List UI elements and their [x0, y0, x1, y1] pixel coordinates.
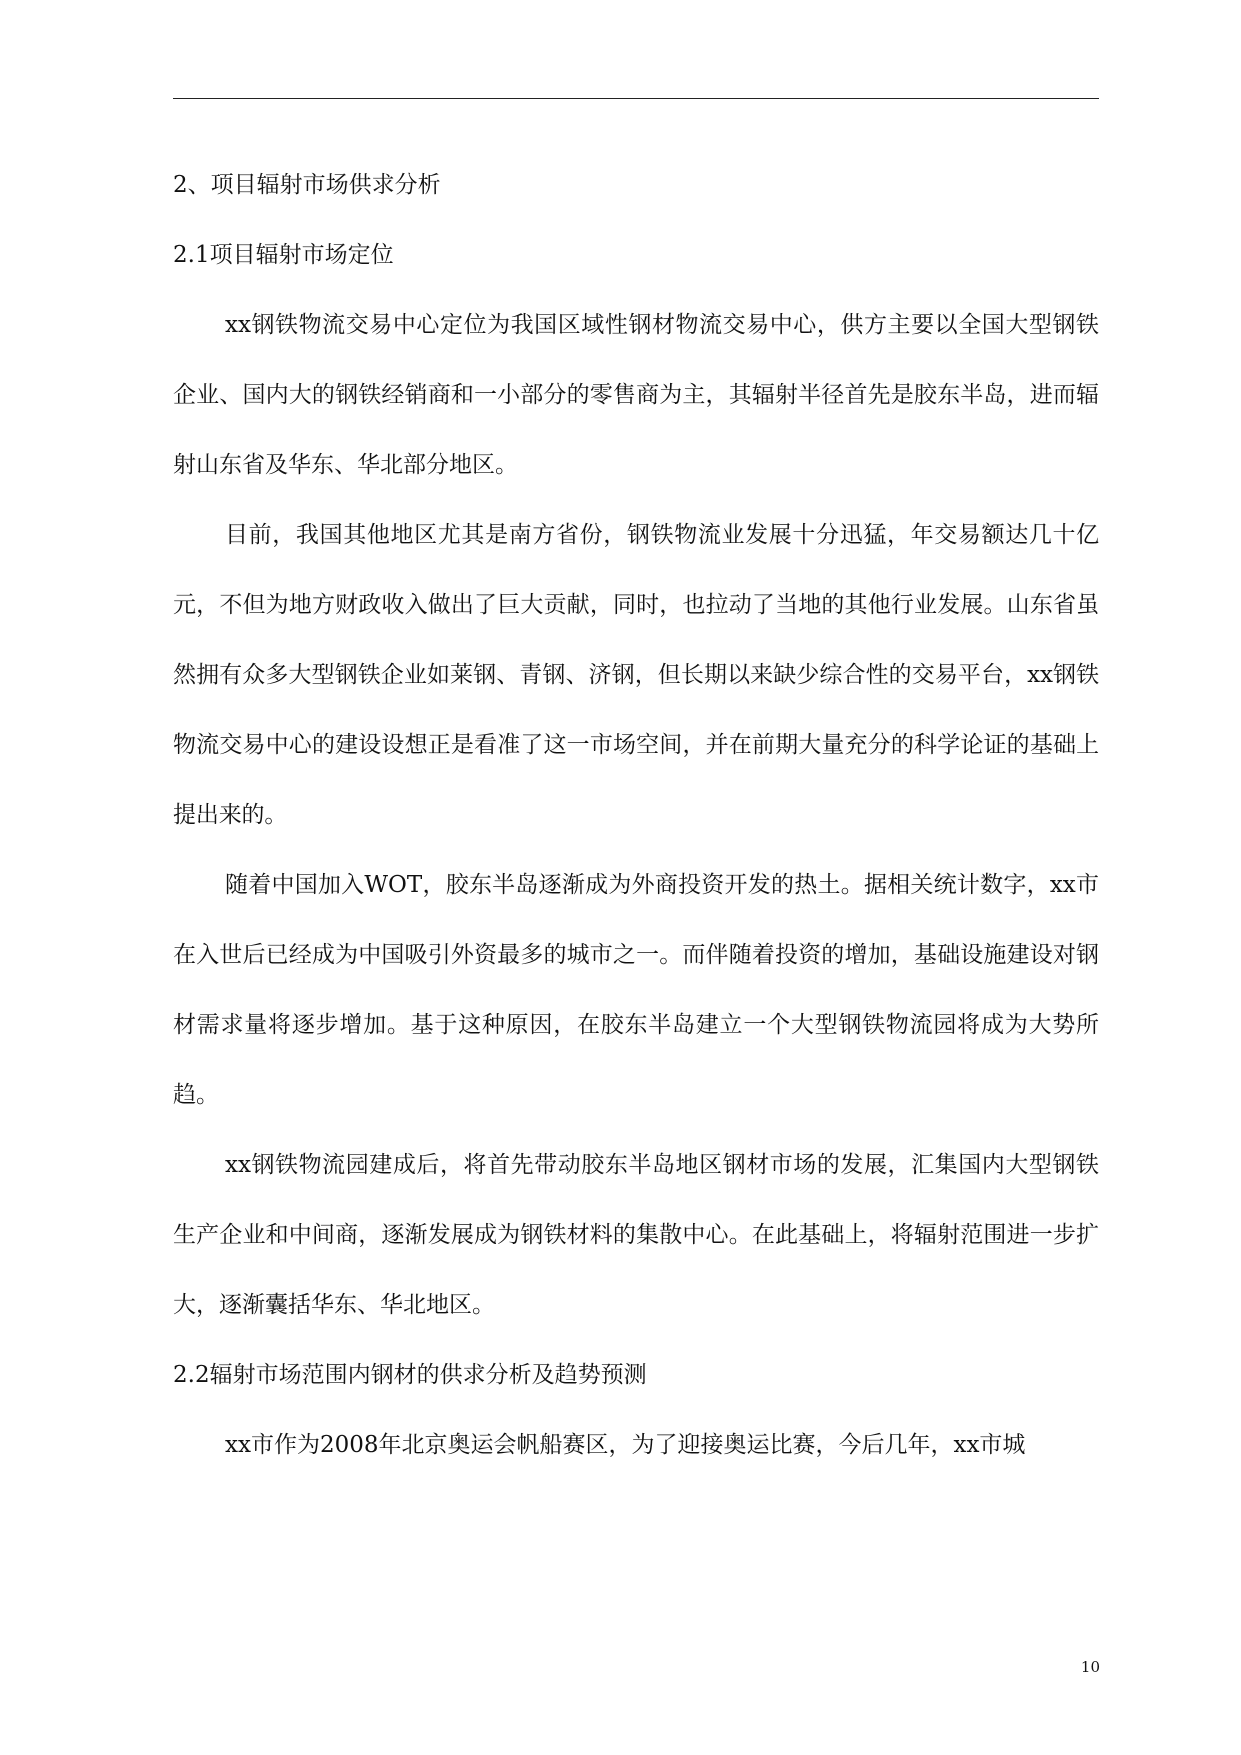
section-heading-2-2: 2.2辐射市场范围内钢材的供求分析及趋势预测 — [173, 1362, 647, 1388]
page-number: 10 — [1080, 1658, 1100, 1676]
header-rule — [173, 98, 1099, 99]
paragraph-logistics-park: xx钢铁物流园建成后，将首先带动胶东半岛地区钢材市场的发展，汇集国内大型钢铁生产企业和中间商，逐渐发展成为钢铁材料的集散中心。在此基础上，将辐射范围进一步扩大，逐渐囊括华东、华北地区。 — [173, 1152, 1099, 1318]
paragraph-market-positioning: xx钢铁物流交易中心定位为我国区域性钢材物流交易中心，供方主要以全国大型钢铁企业、国内大的钢铁经销商和一小部分的零售商为主，其辐射半径首先是胶东半岛，进而辐射山东省及华东、华北部分地区。 — [173, 312, 1099, 478]
paragraph-olympics-city: xx市作为2008年北京奥运会帆船赛区，为了迎接奥运比赛，今后几年，xx市城 — [225, 1432, 1026, 1458]
paragraph-regional-development: 目前，我国其他地区尤其是南方省份，钢铁物流业发展十分迅猛，年交易额达几十亿元，不但为地方财政收入做出了巨大贡献，同时，也拉动了当地的其他行业发展。山东省虽然拥有众多大型钢铁企业如莱钢、青钢、济钢，但长期以来缺少综合性的交易平台，xx钢铁物流交易中心的建设设想正是看准了这一市场空间，并在前期大量充分的科学论证的基础上提出来的。 — [173, 522, 1099, 828]
section-heading-2: 2、项目辐射市场供求分析 — [173, 172, 441, 198]
section-heading-2-1: 2.1项目辐射市场定位 — [173, 242, 394, 268]
paragraph-foreign-investment: 随着中国加入WOT，胶东半岛逐渐成为外商投资开发的热土。据相关统计数字，xx市在入世后已经成为中国吸引外资最多的城市之一。而伴随着投资的增加，基础设施建设对钢材需求量将逐步增加。基于这种原因，在胶东半岛建立一个大型钢铁物流园将成为大势所趋。 — [173, 872, 1099, 1108]
document-body — [173, 150, 1099, 1480]
